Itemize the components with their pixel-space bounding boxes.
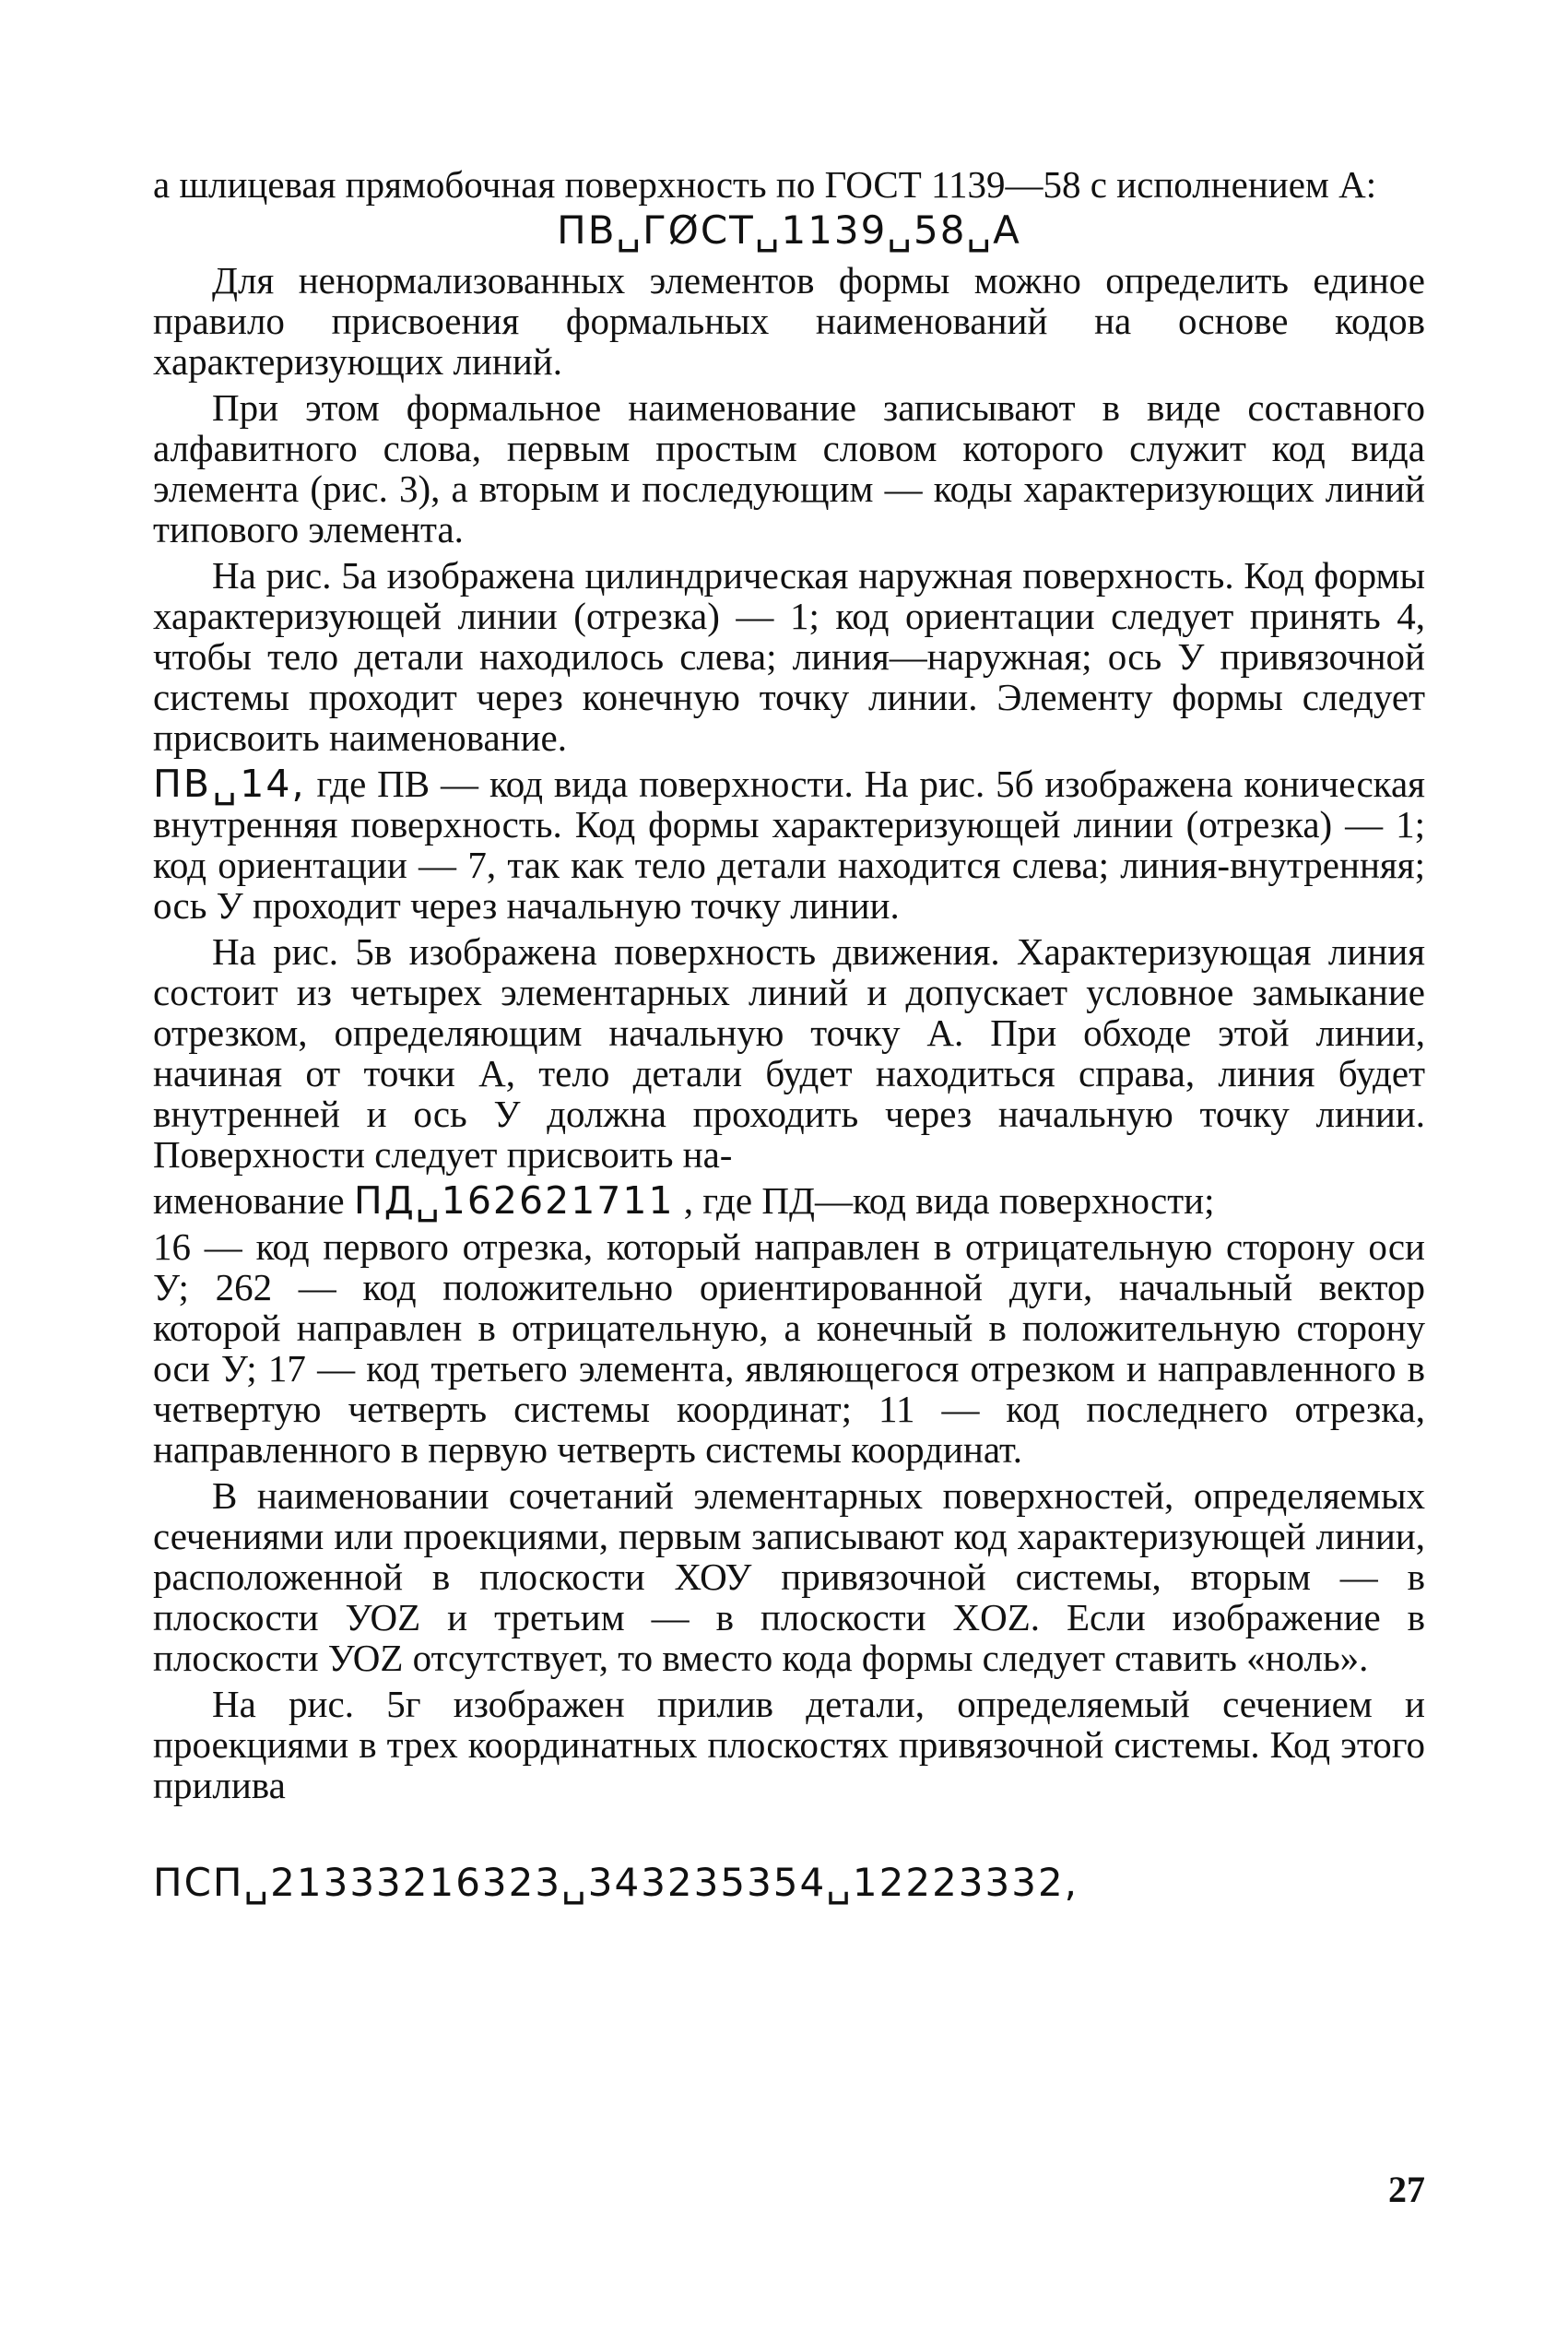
paragraph-formal-name: При этом формальное наименование записывают в виде составного алфавитного слова, первым простым словом которого служит код вида элемента (рис. 3), а вторым и последующим — коды характеризующих линий типового элемента. [153, 386, 1425, 550]
naming-prefix: именование [153, 1179, 345, 1222]
paragraph-fig-5v: На рис. 5в изображена поверхность движения. Характеризующая линия состоит из четырех элементарных линий и допускает условное замыкание отрезком, определяющим начальную точку А. При обходе этой линии, начиная от точки А, тело детали будет находиться справа, линия будет внутренней и ось У должна проходить через начальную точку линии. Поверхности следует присвоить на- [153, 930, 1425, 1176]
paragraph-nonstandard-elements: Для ненормализованных элементов формы можно определить единое правило присвоения формальных наименований на основе кодов характеризующих линий. [153, 259, 1425, 383]
paragraph-fig-5b-text: где ПВ — код вида поверхности. На рис. 5б изображена коническая внутренняя поверхность. Код формы характеризующей линии (отрезка) — 1; код ориентации — 7, так как тело детали находится слева; линия-внутренняя; ось У проходит через начальную точку линии. [153, 763, 1426, 927]
document-page [153, 164, 1425, 2239]
paragraph-combinations: В наименовании сочетаний элементарных поверхностей, определяемых сечениями или проекциями, первым записывают код характеризующей линии, расположенной в плоскости ХОУ привязочной системы, вторым — в плоскости УОZ и третьим — в плоскости XOZ. Если изображение в плоскости УОZ отсутствует, то вместо кода формы следует ставить «ноль». [153, 1474, 1425, 1679]
formula-pv-gost: ПВ␣ГØСТ␣1139␣58␣А [557, 207, 1021, 253]
paragraph-naming-pd [153, 1180, 1425, 1221]
page-number: 27 [1388, 2169, 1425, 2210]
paragraph-codes-explanation: 16 — код первого отрезка, который направлен в отрицательную сторону оси У; 262 — код положительно ориентированной дуги, начальный вектор которой направлен в отрицательную, а конечный в положительную сторону оси У; 17 — код третьего элемента, являющегося отрезком и направленного в четвертую четверть системы координат; 11 — код последнего отрезка, направленного в первую четверть системы координат. [153, 1225, 1425, 1471]
paragraph-fig-5g: На рис. 5г изображен прилив детали, определяемый сечением и проекциями в трех координатных плоскостях привязочной системы. Код этого прилива [153, 1683, 1425, 1806]
naming-suffix: , где ПД—код вида поверхности; [683, 1179, 1215, 1222]
paragraph-gost-surface: а шлицевая прямобочная поверхность по ГОСТ 1139—58 с исполнением А: [153, 163, 1377, 206]
formula-pv-14: ПВ␣14, [153, 762, 306, 806]
paragraph-fig-5b [153, 763, 1425, 926]
formula-pd: ПД␣162621711 [353, 1178, 675, 1223]
formula-psp: ПСП␣21333216323␣343235354␣12223332, [153, 1860, 1079, 1905]
paragraph-fig-5a: На рис. 5а изображена цилиндрическая наружная поверхность. Код формы характеризующей линии (отрезка) — 1; код ориентации следует принять 4, чтобы тело детали находилось слева; линия—наружная; ось У привязочной системы проходит через конечную точку линии. Элементу формы следует присвоить наименование. [153, 554, 1425, 759]
